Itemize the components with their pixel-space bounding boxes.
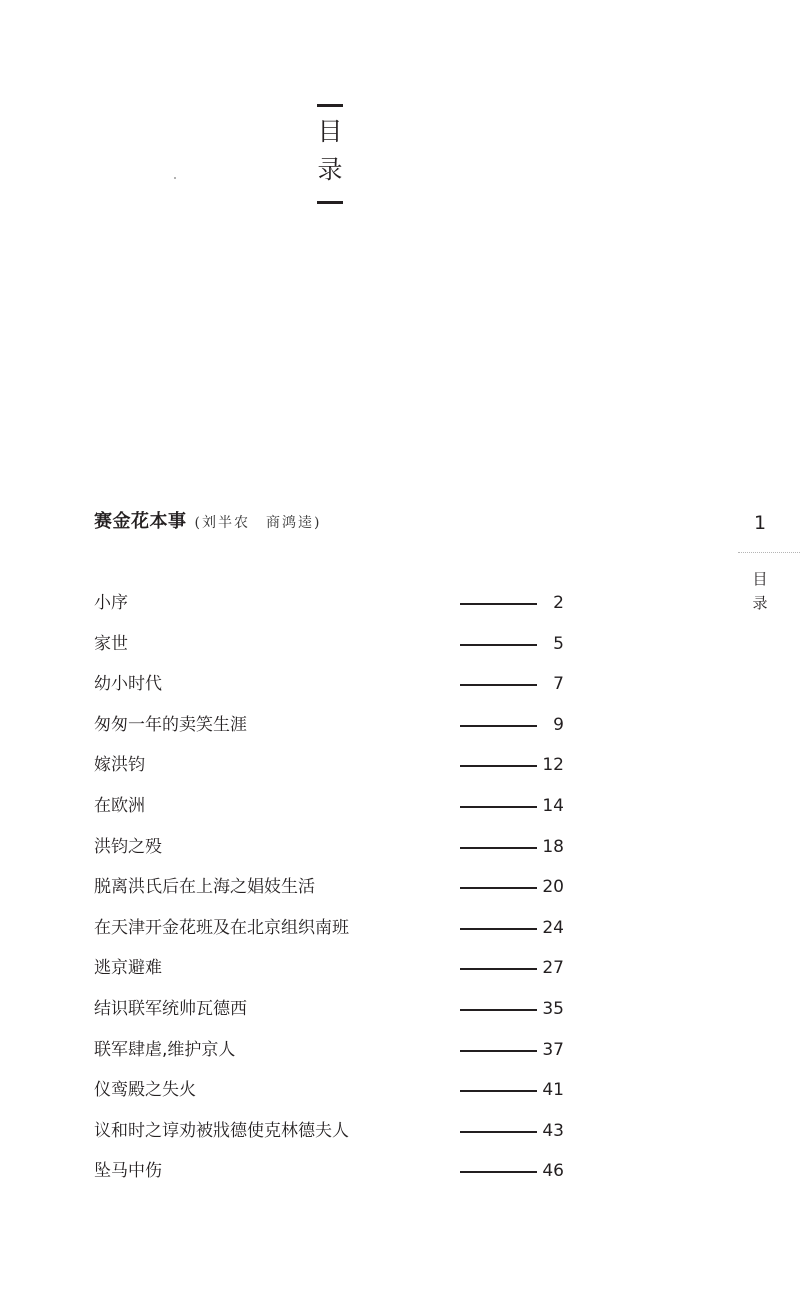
section-authors: (刘半农 商鸿逵) <box>194 515 322 531</box>
toc-leader-line <box>460 1050 537 1052</box>
paper-speck <box>174 177 176 179</box>
toc-entry-title: 脱离洪氏后在上海之娼妓生活 <box>94 877 315 898</box>
heading-top-rule <box>317 104 343 107</box>
toc-leader-line <box>460 847 537 849</box>
toc-entry[interactable] <box>94 791 574 832</box>
running-head-char: 录 <box>752 594 768 612</box>
toc-entry-title: 联军肆虐,维护京人 <box>94 1039 236 1060</box>
toc-entry-page: 12 <box>542 755 564 776</box>
heading-char: 目 <box>317 117 343 146</box>
running-head-char: 目 <box>752 570 768 588</box>
margin-dotted-rule <box>738 552 800 553</box>
toc-list <box>94 588 574 1197</box>
toc-entry-title: 结识联军统帅瓦德西 <box>94 998 247 1019</box>
toc-entry[interactable] <box>94 913 574 954</box>
toc-entry-page: 7 <box>553 674 564 695</box>
toc-entry[interactable] <box>94 629 574 670</box>
toc-entry[interactable] <box>94 750 574 791</box>
toc-entry-page: 2 <box>553 593 564 613</box>
toc-leader-line <box>460 644 537 646</box>
toc-leader-line <box>460 1009 537 1011</box>
toc-entry-title: 坠马中伤 <box>94 1161 162 1182</box>
toc-entry-page: 5 <box>553 633 564 654</box>
toc-entry-title: 在天津开金花班及在北京组织南班 <box>94 917 349 938</box>
toc-entry[interactable] <box>94 1035 574 1076</box>
toc-entry-page: 9 <box>553 714 564 735</box>
toc-entry[interactable] <box>94 994 574 1035</box>
toc-entry-page: 35 <box>542 998 564 1019</box>
toc-entry-title: 仪鸾殿之失火 <box>94 1080 196 1101</box>
contents-heading <box>316 104 344 204</box>
toc-entry-title: 家世 <box>94 633 128 654</box>
toc-leader-line <box>460 1131 537 1133</box>
toc-leader-line <box>460 1171 537 1173</box>
toc-leader-line <box>460 684 537 686</box>
toc-entry-page: 18 <box>542 836 564 857</box>
toc-entry-title: 嫁洪钧 <box>94 755 145 776</box>
toc-entry[interactable] <box>94 953 574 994</box>
toc-entry-page: 14 <box>542 795 564 816</box>
toc-leader-line <box>460 765 537 767</box>
toc-entry-page: 46 <box>542 1161 564 1182</box>
toc-entry-page: 27 <box>542 958 564 979</box>
section-title: 赛金花本事 <box>94 511 187 532</box>
toc-leader-line <box>460 725 537 727</box>
toc-entry-title: 小序 <box>94 593 128 613</box>
section-heading <box>94 508 321 537</box>
heading-bottom-rule <box>317 201 343 204</box>
toc-leader-line <box>460 603 537 605</box>
toc-entry-page: 43 <box>542 1120 564 1141</box>
toc-entry[interactable] <box>94 872 574 913</box>
toc-entry-title: 幼小时代 <box>94 674 162 695</box>
toc-entry-page: 37 <box>542 1039 564 1060</box>
toc-entry-page: 41 <box>542 1080 564 1101</box>
page-number: 1 <box>753 512 767 534</box>
toc-entry-title: 议和时之谆劝被戕德使克林德夫人 <box>94 1120 349 1141</box>
toc-entry-page: 20 <box>542 877 564 898</box>
toc-entry[interactable] <box>94 1156 574 1197</box>
heading-char: 录 <box>317 155 343 184</box>
toc-entry[interactable] <box>94 588 574 629</box>
toc-leader-line <box>460 968 537 970</box>
toc-entry[interactable] <box>94 669 574 710</box>
toc-entry[interactable] <box>94 1116 574 1157</box>
toc-entry-title: 匆匆一年的卖笑生涯 <box>94 714 247 735</box>
toc-entry-title: 洪钧之殁 <box>94 836 162 857</box>
toc-entry-title: 在欧洲 <box>94 795 145 816</box>
toc-leader-line <box>460 928 537 930</box>
toc-entry[interactable] <box>94 1075 574 1116</box>
toc-leader-line <box>460 1090 537 1092</box>
toc-entry-title: 逃京避难 <box>94 958 162 979</box>
toc-leader-line <box>460 806 537 808</box>
toc-entry[interactable] <box>94 832 574 873</box>
toc-entry-page: 24 <box>542 917 564 938</box>
toc-leader-line <box>460 887 537 889</box>
running-head <box>748 567 772 615</box>
toc-entry[interactable] <box>94 710 574 751</box>
